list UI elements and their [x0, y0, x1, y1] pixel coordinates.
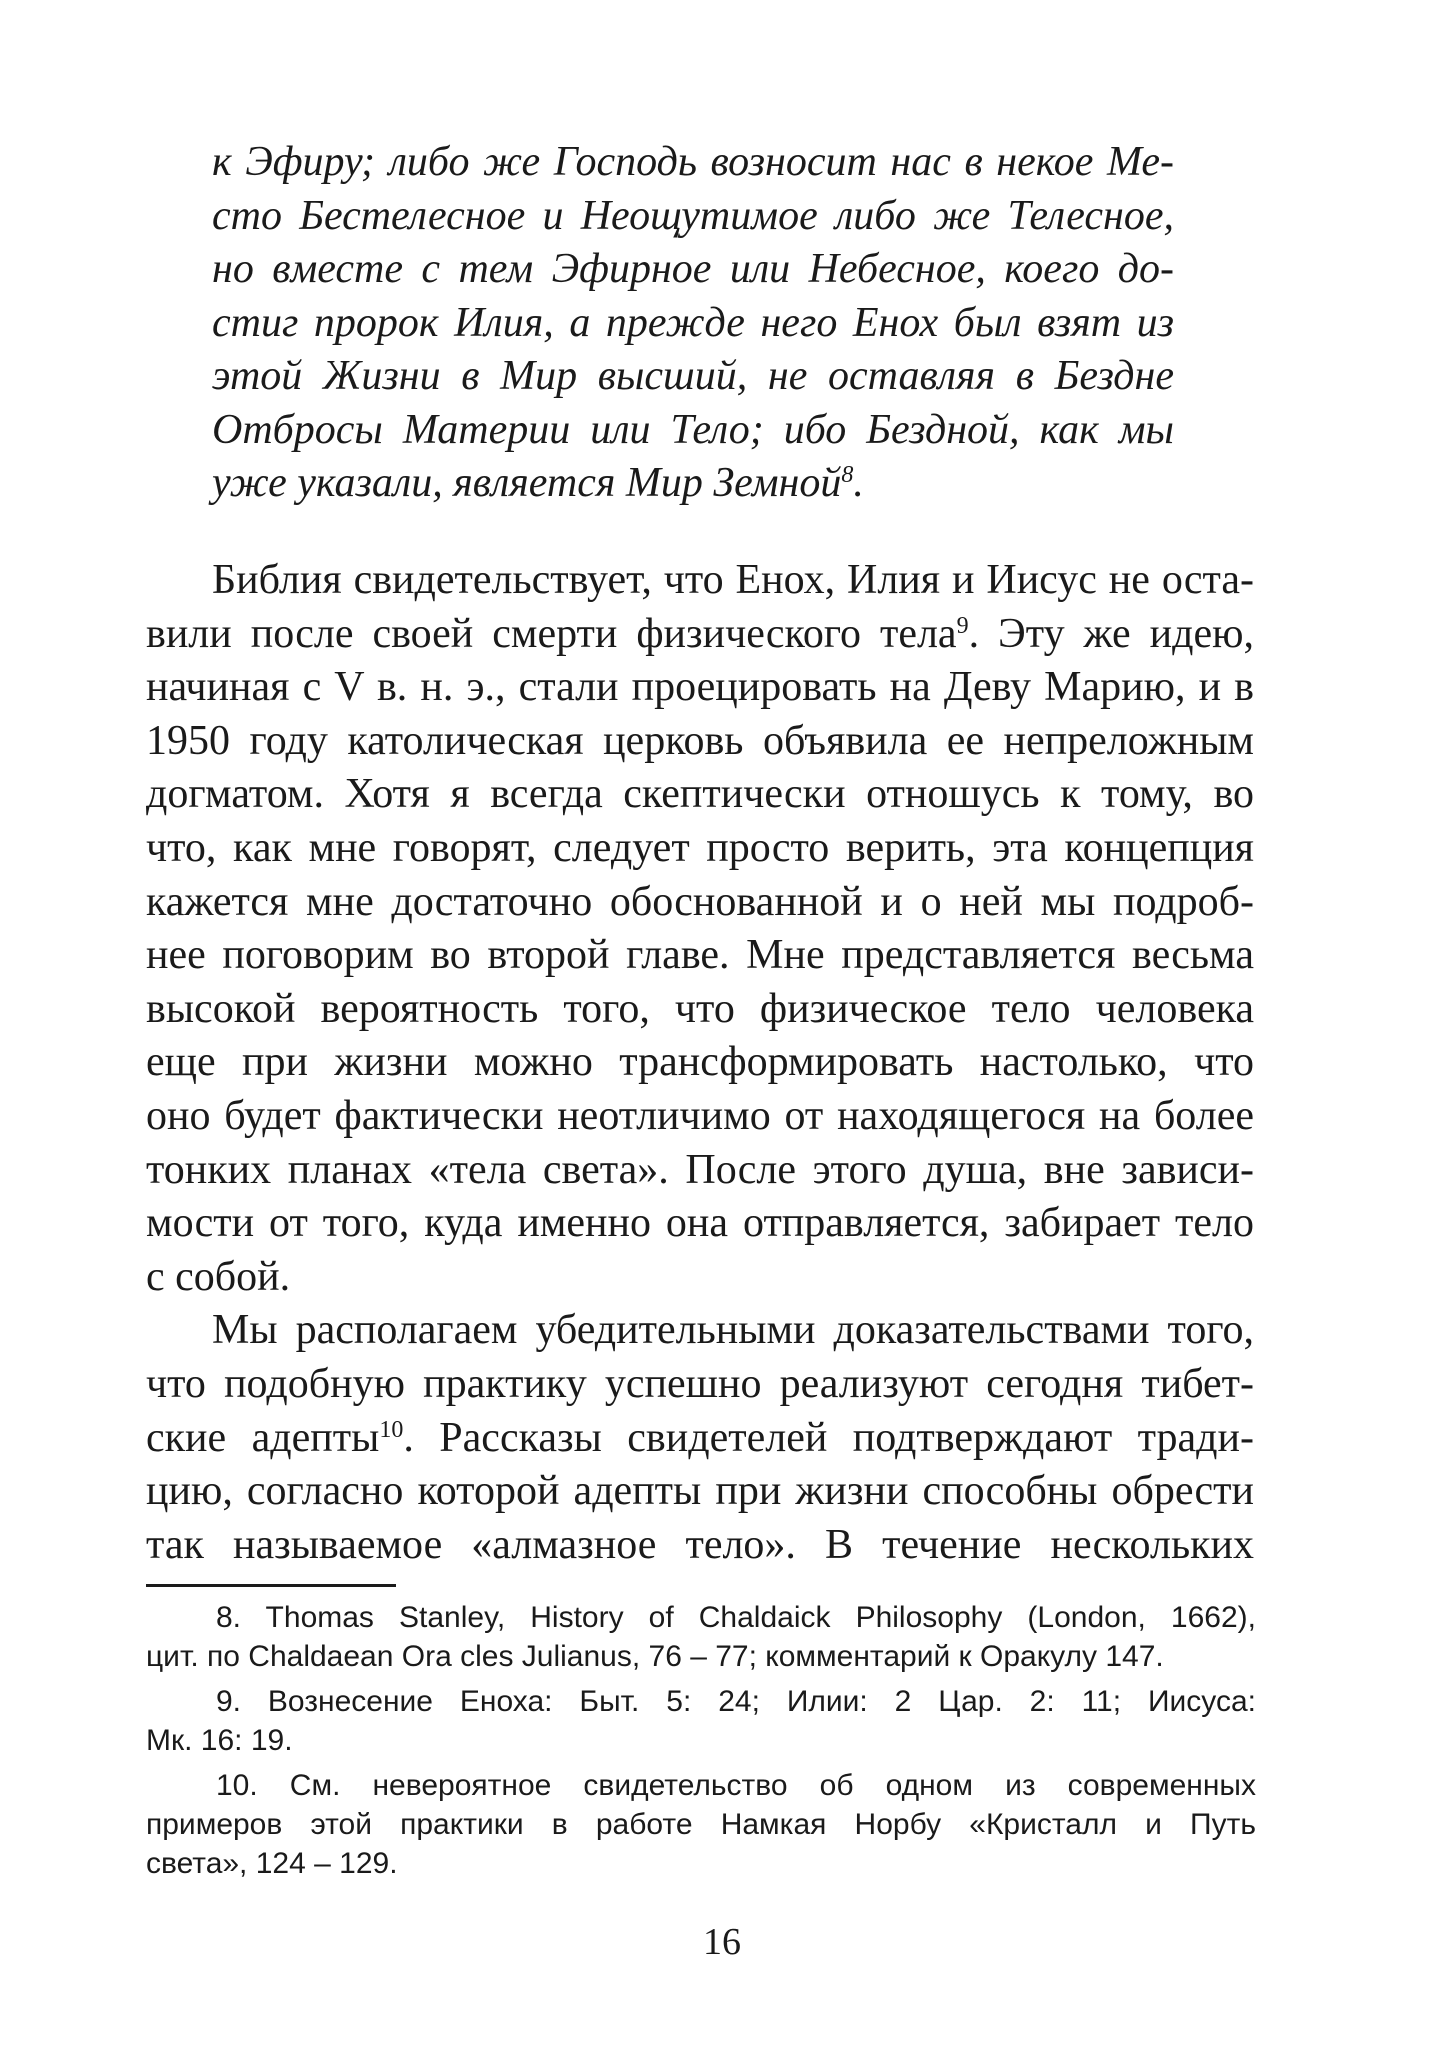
body-line-tail: . Рассказы свидетелей подтверждают тради- — [403, 1414, 1254, 1461]
quote-line: к Эфиру; либо же Господь возносит нас в некое Ме- — [212, 139, 1174, 185]
footnote-line: цит. по Chaldaean Ora cles Julianus, 76 – 77; комментарий к Оракулу 147. — [146, 1640, 1164, 1673]
body-line: Библия свидетельствует, что Енох, Илия и Иисус не оста- — [212, 557, 1254, 603]
footnote-ref-8: 8 — [841, 462, 854, 488]
body-line: нее поговорим во второй главе. Мне представляется весьма — [146, 932, 1254, 979]
body-line: так называемое «алмазное тело». В течение нескольких — [146, 1521, 1254, 1568]
quote-line: сто Бестелесное и Неощутимое либо же Телесное, — [212, 192, 1174, 239]
body-line: Мы располагаем убедительными доказательствами того, — [212, 1307, 1254, 1354]
italic-quotation — [212, 136, 1174, 511]
body-line — [146, 1412, 1254, 1466]
body-line: догматом. Хотя я всегда скептически отношусь к тому, во — [146, 771, 1254, 818]
footnote-line: света», 124 – 129. — [146, 1847, 398, 1880]
page-number: 16 — [703, 1921, 741, 1963]
body-line: что подобную практику успешно реализуют сегодня тибет- — [146, 1360, 1254, 1407]
quote-line: этой Жизни в Мир высший, не оставляя в Бездне — [212, 353, 1174, 399]
footnote-line: 8. Thomas Stanley, History of Chaldaick Philosophy (London, 1662), — [216, 1601, 1256, 1634]
quote-line: стиг пророк Илия, а прежде него Енох был взят из — [212, 299, 1174, 346]
footnote-separator — [146, 1584, 396, 1587]
footnote-ref-10: 10 — [379, 1416, 404, 1443]
quote-end: . — [853, 460, 864, 506]
footnote-9 — [146, 1682, 1256, 1760]
body-line: тонких планах «тела света». После этого душа, вне зависи- — [146, 1146, 1254, 1193]
paragraph-2 — [146, 1304, 1254, 1572]
body-line: 1950 году католическая церковь объявила ее непреложным — [146, 717, 1254, 764]
body-line: еще при жизни можно трансформировать настолько, что — [146, 1039, 1254, 1086]
paragraph-1 — [146, 554, 1254, 1304]
footnotes — [146, 1598, 1256, 1889]
footnote-8 — [146, 1598, 1256, 1676]
body-line: оно будет фактически неотличимо от находящегося на более — [146, 1092, 1254, 1139]
body-line-text: вили после своей смерти физического тела — [146, 610, 957, 657]
body-line: высокой вероятность того, что физическое тело человека — [146, 985, 1254, 1032]
main-text — [146, 554, 1254, 1572]
body-line-tail: . Эту же идею, — [968, 610, 1254, 657]
footnote-line: 9. Вознесение Еноха: Быт. 5: 24; Илии: 2 Цар. 2: 11; Иисуса: — [216, 1685, 1256, 1718]
footnote-line: Мк. 16: 19. — [146, 1724, 293, 1757]
body-line-text: ские адепты — [146, 1414, 380, 1461]
body-line — [146, 608, 1254, 662]
body-line: что, как мне говорят, следует просто верить, эта концепция — [146, 824, 1254, 871]
footnote-ref-9: 9 — [956, 612, 969, 639]
footnote-line: примеров этой практики в работе Намкая Норбу «Кристалл и Путь — [146, 1808, 1256, 1841]
body-line: начиная с V в. н. э., стали проецировать на Деву Марию, и в — [146, 664, 1254, 711]
quote-line: Отбросы Материи или Тело; ибо Бездной, как мы — [212, 406, 1174, 453]
footnote-10 — [146, 1766, 1256, 1883]
quote-line-text: уже указали, является Мир Земной — [212, 460, 842, 506]
body-line: кажется мне достаточно обоснованной и о ней мы подроб- — [146, 878, 1254, 925]
body-line: с собой. — [146, 1253, 291, 1300]
footnote-line: 10. См. невероятное свидетельство об одном из современных — [216, 1769, 1256, 1802]
quote-line: но вместе с тем Эфирное или Небесное, коего до- — [212, 246, 1174, 292]
body-line: мости от того, куда именно она отправляется, забирает тело — [146, 1200, 1254, 1247]
quote-line-last — [212, 457, 1174, 511]
body-line: цию, согласно которой адепты при жизни способны обрести — [146, 1468, 1254, 1515]
